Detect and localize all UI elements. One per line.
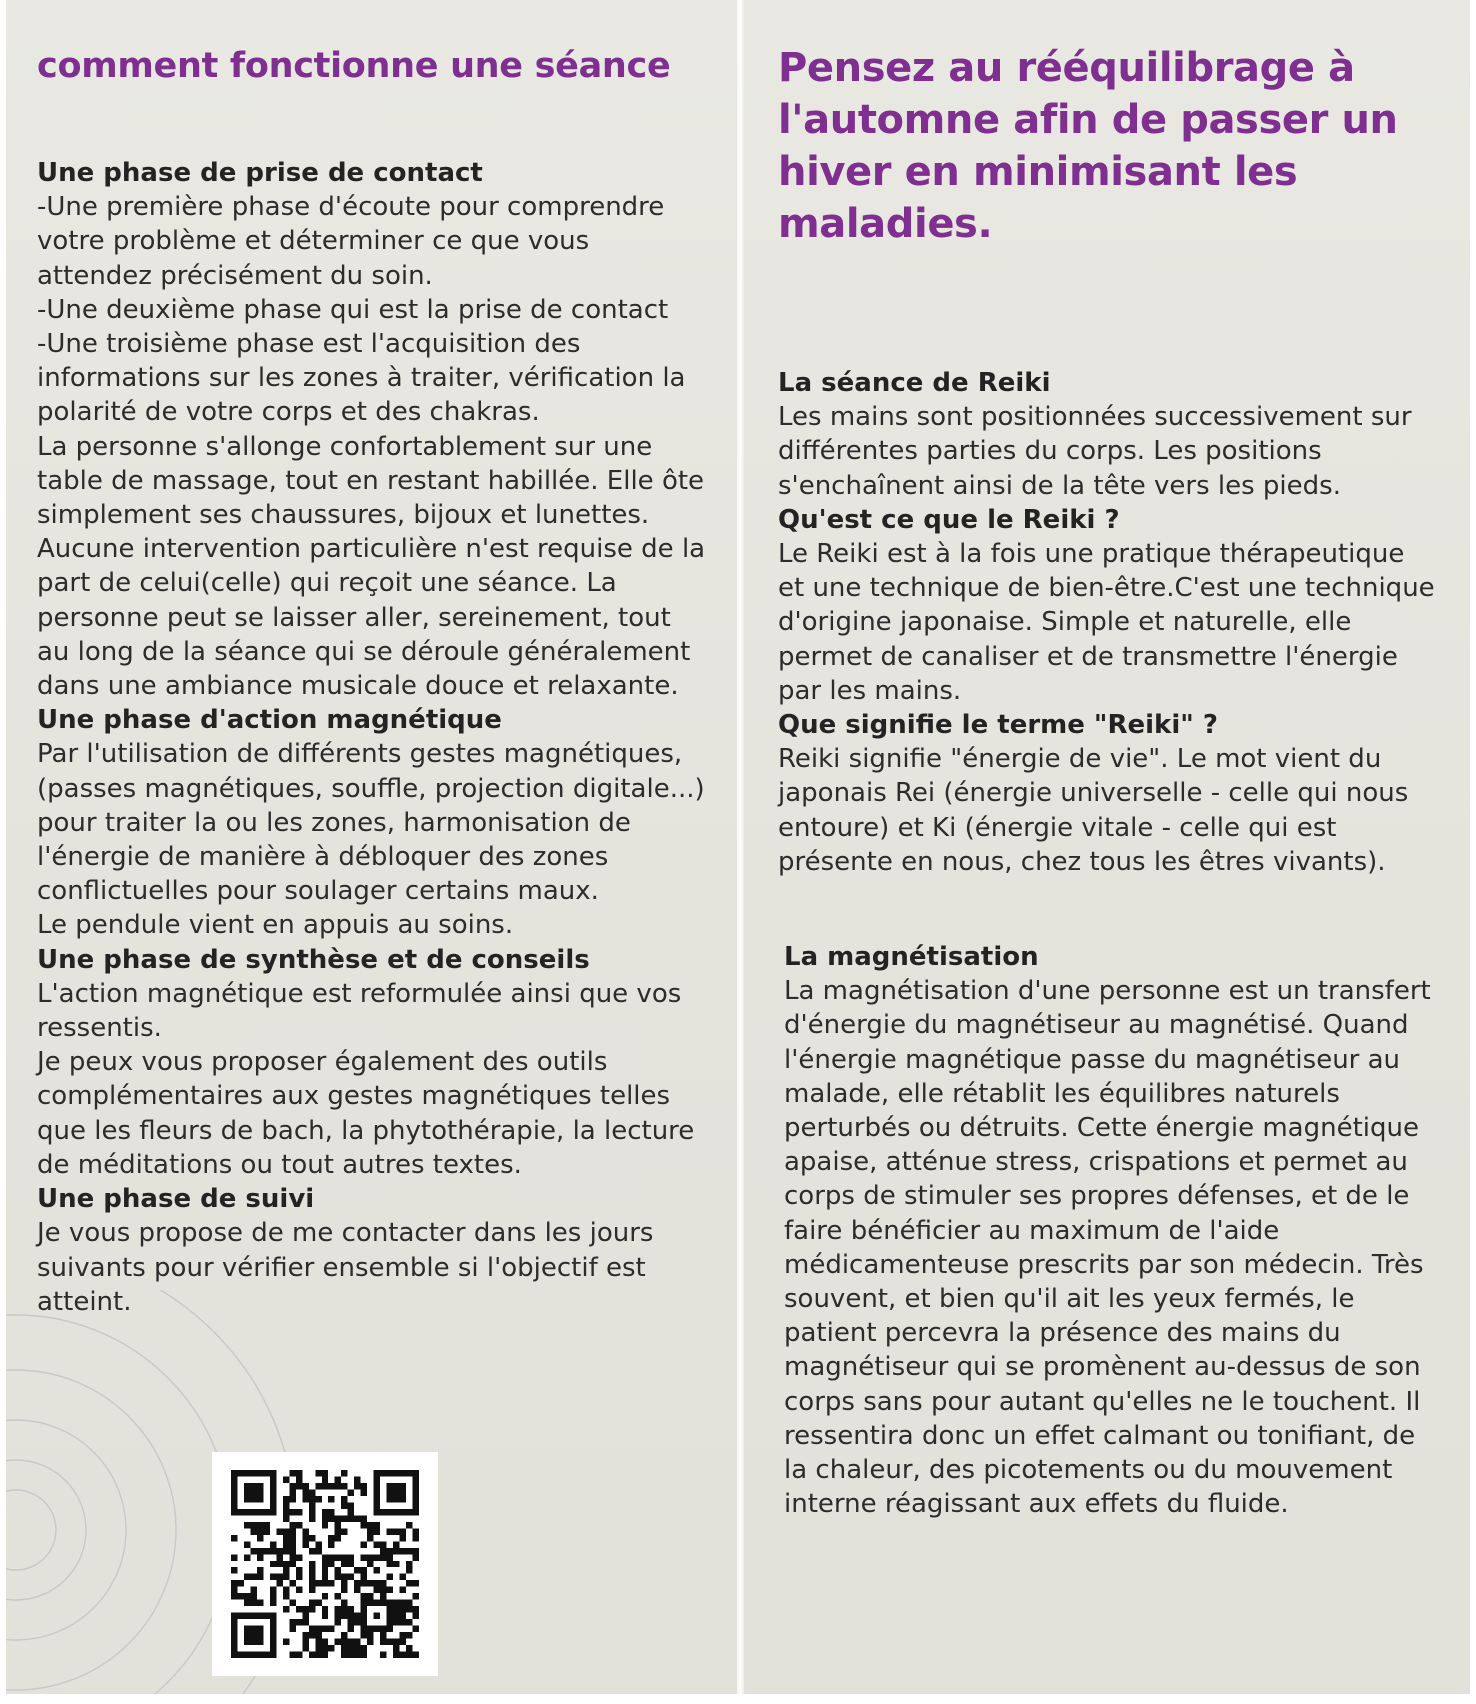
- qr-code-card[interactable]: [212, 1452, 438, 1676]
- paragraph: Le pendule vient en appuis au soins.: [37, 910, 514, 941]
- qr-code-icon: [230, 1470, 420, 1658]
- section-heading: Une phase de suivi: [37, 1184, 315, 1215]
- paragraph: La personne s'allonge confortablement sur une table de massage, tout en restant habillée. Elle ôte simplement ses chaussures, bijoux et lunettes.: [37, 431, 705, 531]
- section-heading: Une phase de synthèse et de conseils: [37, 944, 590, 975]
- paragraph: Par l'utilisation de différents gestes magnétiques, (passes magnétiques, souffle, projection digitale...) pour traiter la ou les zones, harmonisation de l'énergie de manière à débloquer des zones conflictuelles pour soulager certains maux.: [37, 739, 705, 907]
- paragraph: L'action magnétique est reformulée ainsi que vos ressentis.: [37, 978, 682, 1044]
- fold-line: [737, 0, 744, 1694]
- paragraph: Je vous propose de me contacter dans les jours suivants pour vérifier ensemble si l'objectif est atteint.: [37, 1218, 654, 1317]
- section-heading: Que signifie le terme "Reiki" ?: [778, 710, 1218, 741]
- section-heading: Une phase de prise de contact: [37, 158, 483, 188]
- paragraph: -Une troisième phase est l'acquisition des informations sur les zones à traiter, vérification la polarité de votre corps et des chakras.: [37, 329, 686, 428]
- paragraph: -Une deuxième phase qui est la prise de contact: [37, 294, 669, 325]
- section-seance-reiki: [778, 366, 1438, 879]
- paragraph: Aucune intervention particulière n'est requise de la part de celui(celle) qui reçoit une séance. La personne peut se laisser aller, sereinement, tout au long de la séance qui se déroule généralement dans une ambiance musicale douce et relaxante.: [37, 534, 706, 702]
- section-prise-de-contact: [37, 156, 709, 1319]
- paragraph: Le Reiki est à la fois une pratique thérapeutique et une technique de bien-être.C'est une technique d'origine japonaise. Simple et naturelle, elle permet de canaliser et de transmettre l'énergie par les mains.: [778, 539, 1435, 706]
- section-heading: Une phase d'action magnétique: [37, 705, 502, 736]
- section-heading: Qu'est ce que le Reiki ?: [778, 504, 1120, 535]
- paragraph: Les mains sont positionnées successivement sur différentes parties du corps. Les positions s'enchaînent ainsi de la tête vers les pieds.: [778, 402, 1412, 501]
- paragraph: La magnétisation d'une personne est un transfert d'énergie du magnétiseur au magnétisé. Quand l'énergie magnétique passe du magnétiseur au malade, elle rétablit les équilibres naturels perturbés ou détruits. Cette énergie magnétique apaise, atténue stress, crispations et permet au corps de stimuler ses propres défenses, et de le faire bénéficier au maximum de l'aide médicamenteuse prescrits par son médecin. Très souvent, et bien qu'il ait les yeux fermés, le patient percevra la présence des mains du magnétiseur qui se promènent au-dessus de son corps sans pour autant qu'elles ne le touchent. Il ressentira donc un effet calmant ou tonifiant, de la chaleur, des picotements ou du mouvement interne réagissant aux effets du fluide.: [784, 976, 1431, 1520]
- section-heading: La séance de Reiki: [778, 368, 1051, 398]
- right-title: Pensez au rééquilibrage à l'automne afin de passer un hiver en minimisant les maladies.: [778, 45, 1398, 247]
- paragraph: -Une première phase d'écoute pour comprendre votre problème et déterminer ce que vous attendez précisément du soin.: [37, 192, 665, 291]
- paragraph: Reiki signifie "énergie de vie". Le mot vient du japonais Rei (énergie universelle - celle qui nous entoure) et Ki (énergie vitale - celle qui est présente en nous, chez tous les êtres vivants).: [778, 744, 1409, 877]
- left-title: comment fonctionne une séance: [37, 46, 671, 86]
- paragraph: Je peux vous proposer également des outils complémentaires aux gestes magnétiques telles que les fleurs de bach, la phytothérapie, la lecture de méditations ou tout autres textes.: [37, 1047, 695, 1180]
- section-heading: La magnétisation: [784, 942, 1039, 972]
- section-magnetisation: [784, 940, 1438, 1521]
